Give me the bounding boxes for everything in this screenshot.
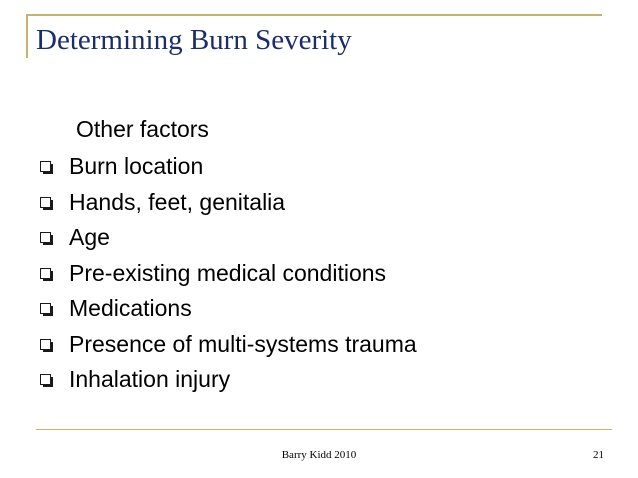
slide-subheading: Other factors xyxy=(76,116,209,142)
page-number: 21 xyxy=(593,449,604,461)
bullet-item xyxy=(40,185,417,221)
bullet-item xyxy=(40,291,417,327)
checkbox-icon xyxy=(40,161,51,172)
checkbox-icon xyxy=(40,339,51,350)
bullet-item xyxy=(40,149,417,185)
bottom-divider xyxy=(36,429,612,430)
bullet-text: Inhalation injury xyxy=(69,366,231,393)
top-divider xyxy=(26,14,602,16)
bullet-item xyxy=(40,256,417,292)
left-accent-divider xyxy=(26,14,28,58)
checkbox-icon xyxy=(40,197,51,208)
bullet-list xyxy=(40,149,417,398)
bullet-item xyxy=(40,362,417,398)
checkbox-icon xyxy=(40,232,51,243)
bullet-text: Burn location xyxy=(69,153,204,180)
checkbox-icon xyxy=(40,268,51,279)
checkbox-icon xyxy=(40,303,51,314)
footer-text: Barry Kidd 2010 xyxy=(281,449,357,461)
bullet-text: Age xyxy=(69,224,110,251)
bullet-item xyxy=(40,327,417,363)
bullet-text: Medications xyxy=(69,295,192,322)
bullet-text: Hands, feet, genitalia xyxy=(69,188,286,215)
bullet-item xyxy=(40,220,417,256)
bullet-text: Presence of multi-systems trauma xyxy=(69,330,417,357)
bullet-text: Pre-existing medical conditions xyxy=(69,259,387,286)
slide-title: Determining Burn Severity xyxy=(36,24,352,56)
checkbox-icon xyxy=(40,374,51,385)
